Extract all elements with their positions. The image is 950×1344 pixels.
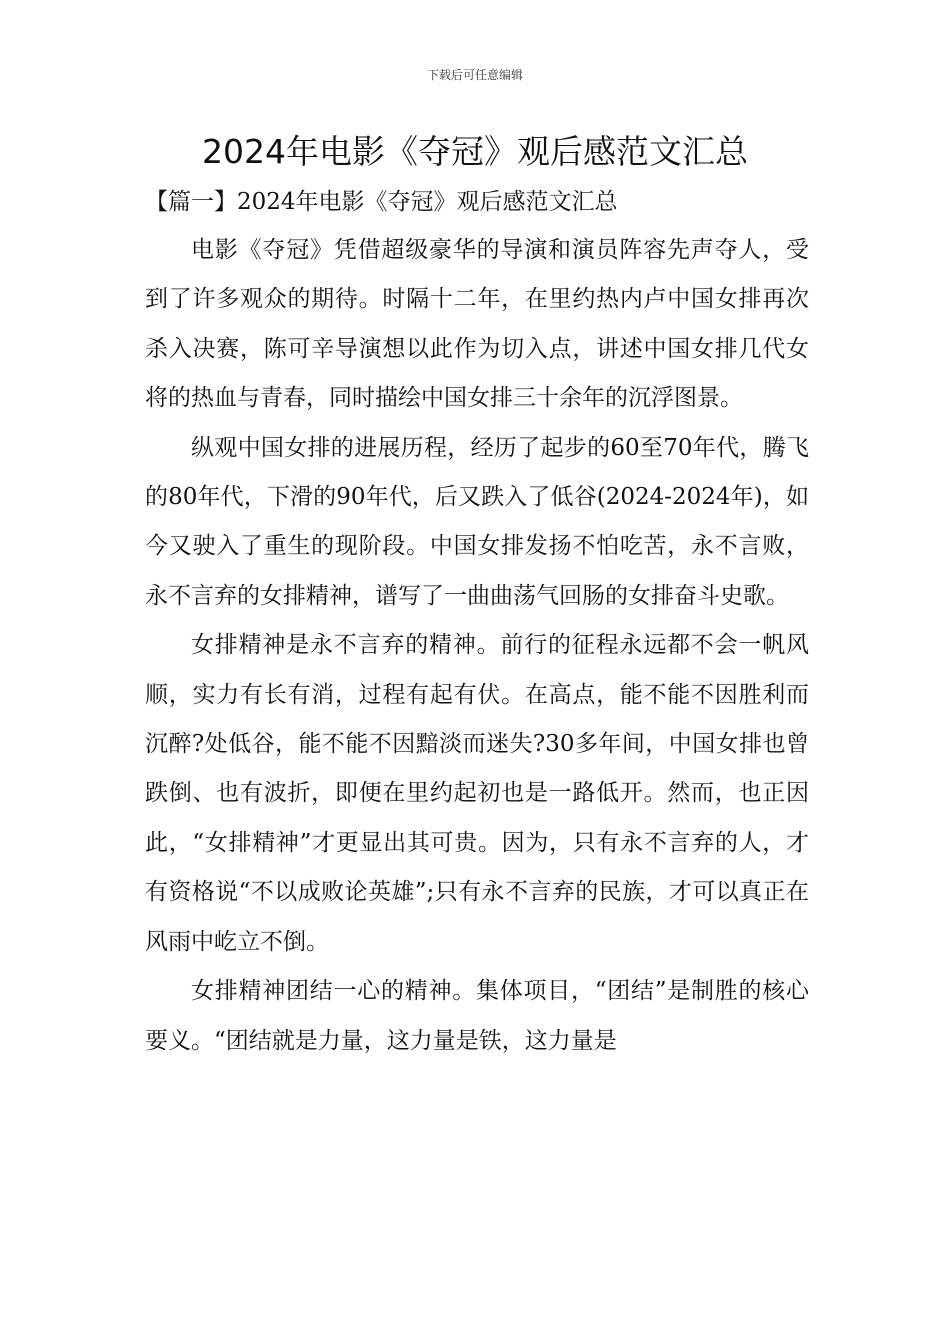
paragraph-1: 电影《夺冠》凭借超级豪华的导演和演员阵容先声夺人，受到了许多观众的期待。时隔十二年，在里约热内卢中国女排再次杀入决赛，陈可辛导演想以此作为切入点，讲述中国女排几代女将的热血与青春，同时描绘中国女排三十余年的沉浮图景。	[145, 237, 809, 412]
section-heading: 【篇一】2024年电影《夺冠》观后感范文汇总	[145, 189, 618, 215]
paragraph-3: 女排精神是永不言弃的精神。前行的征程永远都不会一帆风顺，实力有长有消，过程有起有伏。在高点，能不能不因胜利而沉醉?处低谷，能不能不因黯淡而迷失?30多年间，中国女排也曾跌倒、也有波折，即便在里约起初也是一路低开。然而，也正因此，“女排精神”才更显出其可贵。因为，只有永不言弃的人，才有资格说“不以成败论英雄”;只有永不言弃的民族，才可以真正在风雨中屹立不倒。	[145, 632, 809, 955]
paragraph-4: 女排精神团结一心的精神。集体项目，“团结”是制胜的核心要义。“团结就是力量，这力量是铁，这力量是	[145, 978, 809, 1054]
document-body	[145, 226, 809, 1066]
paragraph-2: 纵观中国女排的进展历程，经历了起步的60至70年代，腾飞的80年代，下滑的90年代，后又跌入了低谷(2024-2024年)，如今又驶入了重生的现阶段。中国女排发扬不怕吃苦，永不言败，永不言弃的女排精神，谱写了一曲曲荡气回肠的女排奋斗史歌。	[145, 434, 809, 609]
header-note: 下载后可任意编辑	[426, 68, 523, 82]
document-title: 2024年电影《夺冠》观后感范文汇总	[202, 132, 748, 171]
